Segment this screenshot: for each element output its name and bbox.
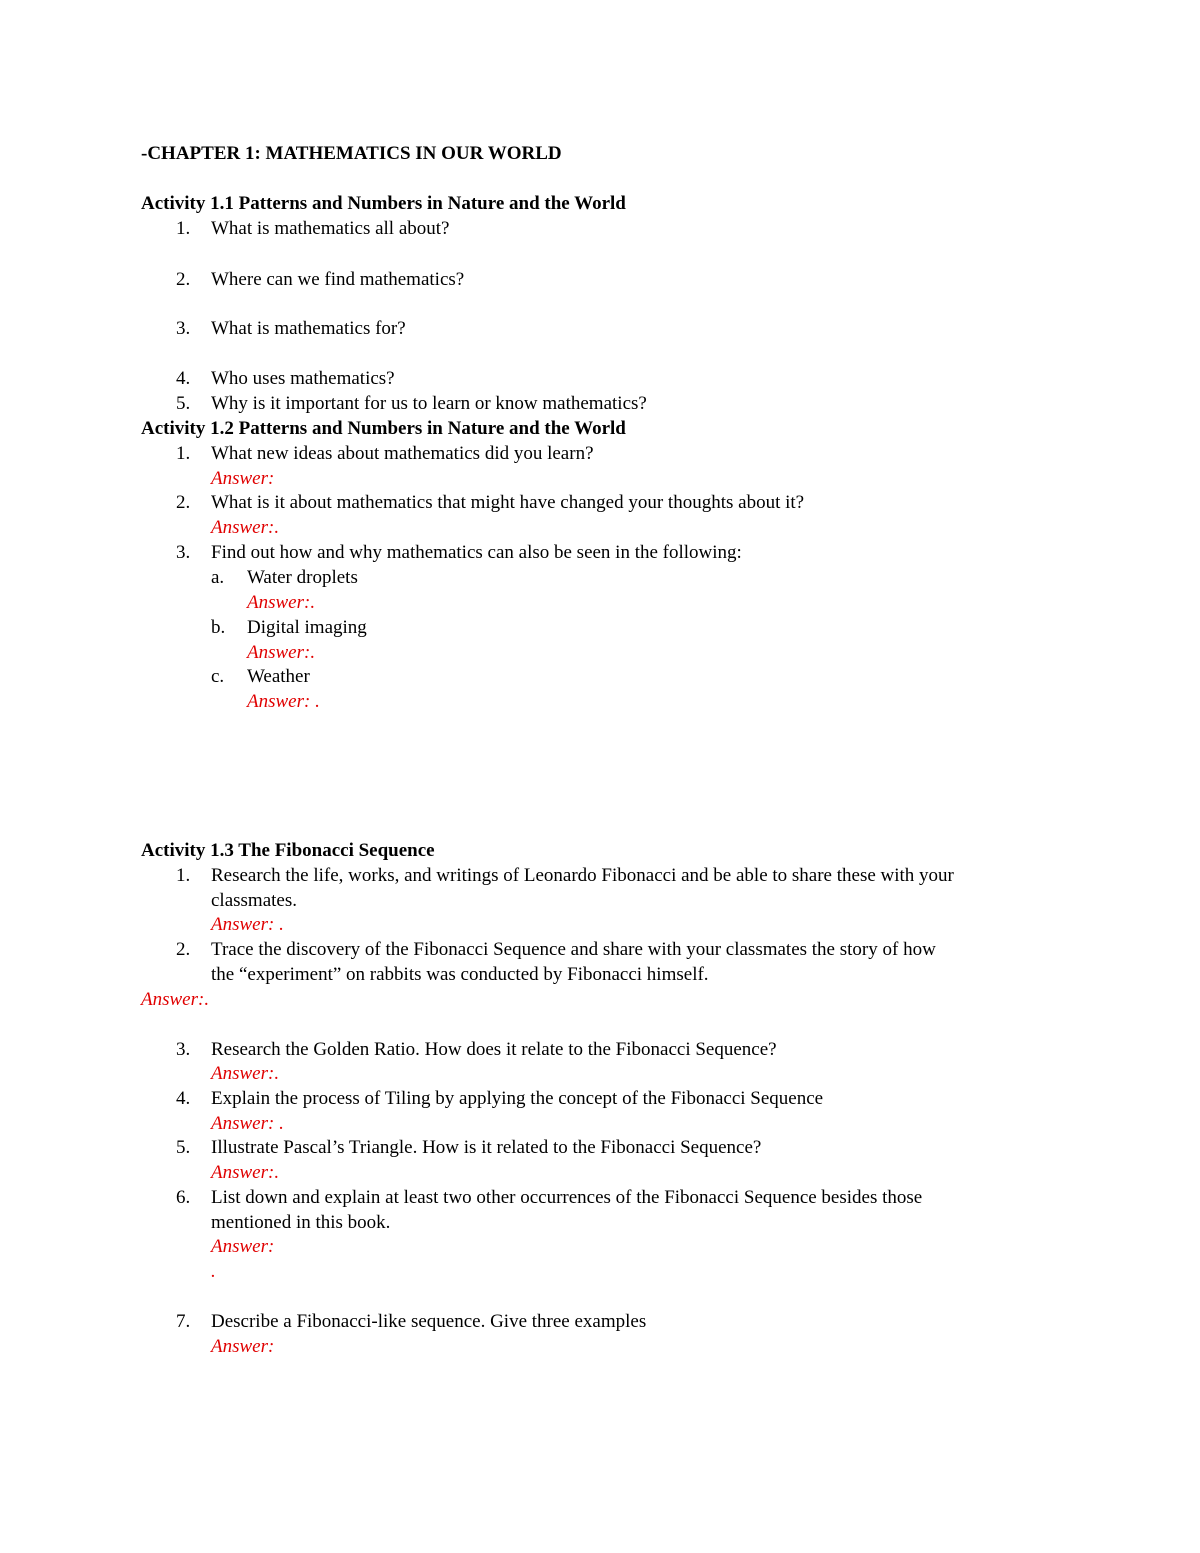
list-letter: c. [211, 666, 225, 687]
list-number: 2. [176, 939, 191, 960]
question-text: Illustrate Pascal’s Triangle. How is it related to the Fibonacci Sequence? [211, 1137, 762, 1158]
list-number: 5. [176, 1137, 191, 1158]
question-text: What is mathematics all about? [211, 218, 450, 239]
list-number: 2. [176, 492, 191, 513]
answer-label: Answer:. [211, 1063, 280, 1084]
subitem-text: Water droplets [247, 567, 358, 588]
answer-label: Answer:. [247, 642, 316, 663]
list-number: 5. [176, 393, 191, 414]
chapter-title: -CHAPTER 1: MATHEMATICS IN OUR WORLD [141, 143, 562, 164]
answer-label: Answer:. [211, 517, 280, 538]
answer-label: Answer:. [211, 1162, 280, 1183]
list-number: 3. [176, 542, 191, 563]
question-text: Research the Golden Ratio. How does it relate to the Fibonacci Sequence? [211, 1039, 777, 1060]
answer-placeholder: . [211, 1261, 216, 1282]
answer-label: Answer: . [247, 691, 320, 712]
list-number: 4. [176, 1088, 191, 1109]
answer-label: Answer: . [211, 914, 284, 935]
question-text: Trace the discovery of the Fibonacci Sequence and share with your classmates the story of how [211, 939, 936, 960]
list-letter: b. [211, 617, 226, 638]
subitem-text: Weather [247, 666, 310, 687]
question-text: Where can we find mathematics? [211, 269, 465, 290]
list-number: 1. [176, 218, 191, 239]
answer-label: Answer: . [211, 1113, 284, 1134]
question-text-continued: the “experiment” on rabbits was conducted by Fibonacci himself. [211, 964, 709, 985]
question-text-continued: classmates. [211, 890, 298, 911]
question-text: What new ideas about mathematics did you learn? [211, 443, 594, 464]
question-text: Explain the process of Tiling by applying the concept of the Fibonacci Sequence [211, 1088, 824, 1109]
list-number: 4. [176, 368, 191, 389]
answer-label: Answer: [211, 468, 275, 489]
list-number: 6. [176, 1187, 191, 1208]
list-number: 3. [176, 318, 191, 339]
question-text: Why is it important for us to learn or know mathematics? [211, 393, 647, 414]
question-text-continued: mentioned in this book. [211, 1212, 391, 1233]
list-number: 2. [176, 269, 191, 290]
question-text: List down and explain at least two other occurrences of the Fibonacci Sequence besides those [211, 1187, 923, 1208]
question-text: What is it about mathematics that might have changed your thoughts about it? [211, 492, 805, 513]
question-text: Describe a Fibonacci-like sequence. Give three examples [211, 1311, 647, 1332]
activity-1-1-heading: Activity 1.1 Patterns and Numbers in Nature and the World [141, 193, 626, 214]
answer-label: Answer:. [141, 989, 210, 1010]
list-letter: a. [211, 567, 225, 588]
answer-label: Answer: [211, 1236, 275, 1257]
list-number: 1. [176, 443, 191, 464]
question-text: Research the life, works, and writings of Leonardo Fibonacci and be able to share these with your [211, 865, 954, 886]
subitem-text: Digital imaging [247, 617, 367, 638]
answer-label: Answer:. [247, 592, 316, 613]
list-number: 3. [176, 1039, 191, 1060]
list-number: 1. [176, 865, 191, 886]
question-text: Find out how and why mathematics can also be seen in the following: [211, 542, 742, 563]
activity-1-3-heading: Activity 1.3 The Fibonacci Sequence [141, 840, 435, 861]
question-text: What is mathematics for? [211, 318, 406, 339]
question-text: Who uses mathematics? [211, 368, 395, 389]
activity-1-2-heading: Activity 1.2 Patterns and Numbers in Nature and the World [141, 418, 626, 439]
list-number: 7. [176, 1311, 191, 1332]
answer-label: Answer: [211, 1336, 275, 1357]
